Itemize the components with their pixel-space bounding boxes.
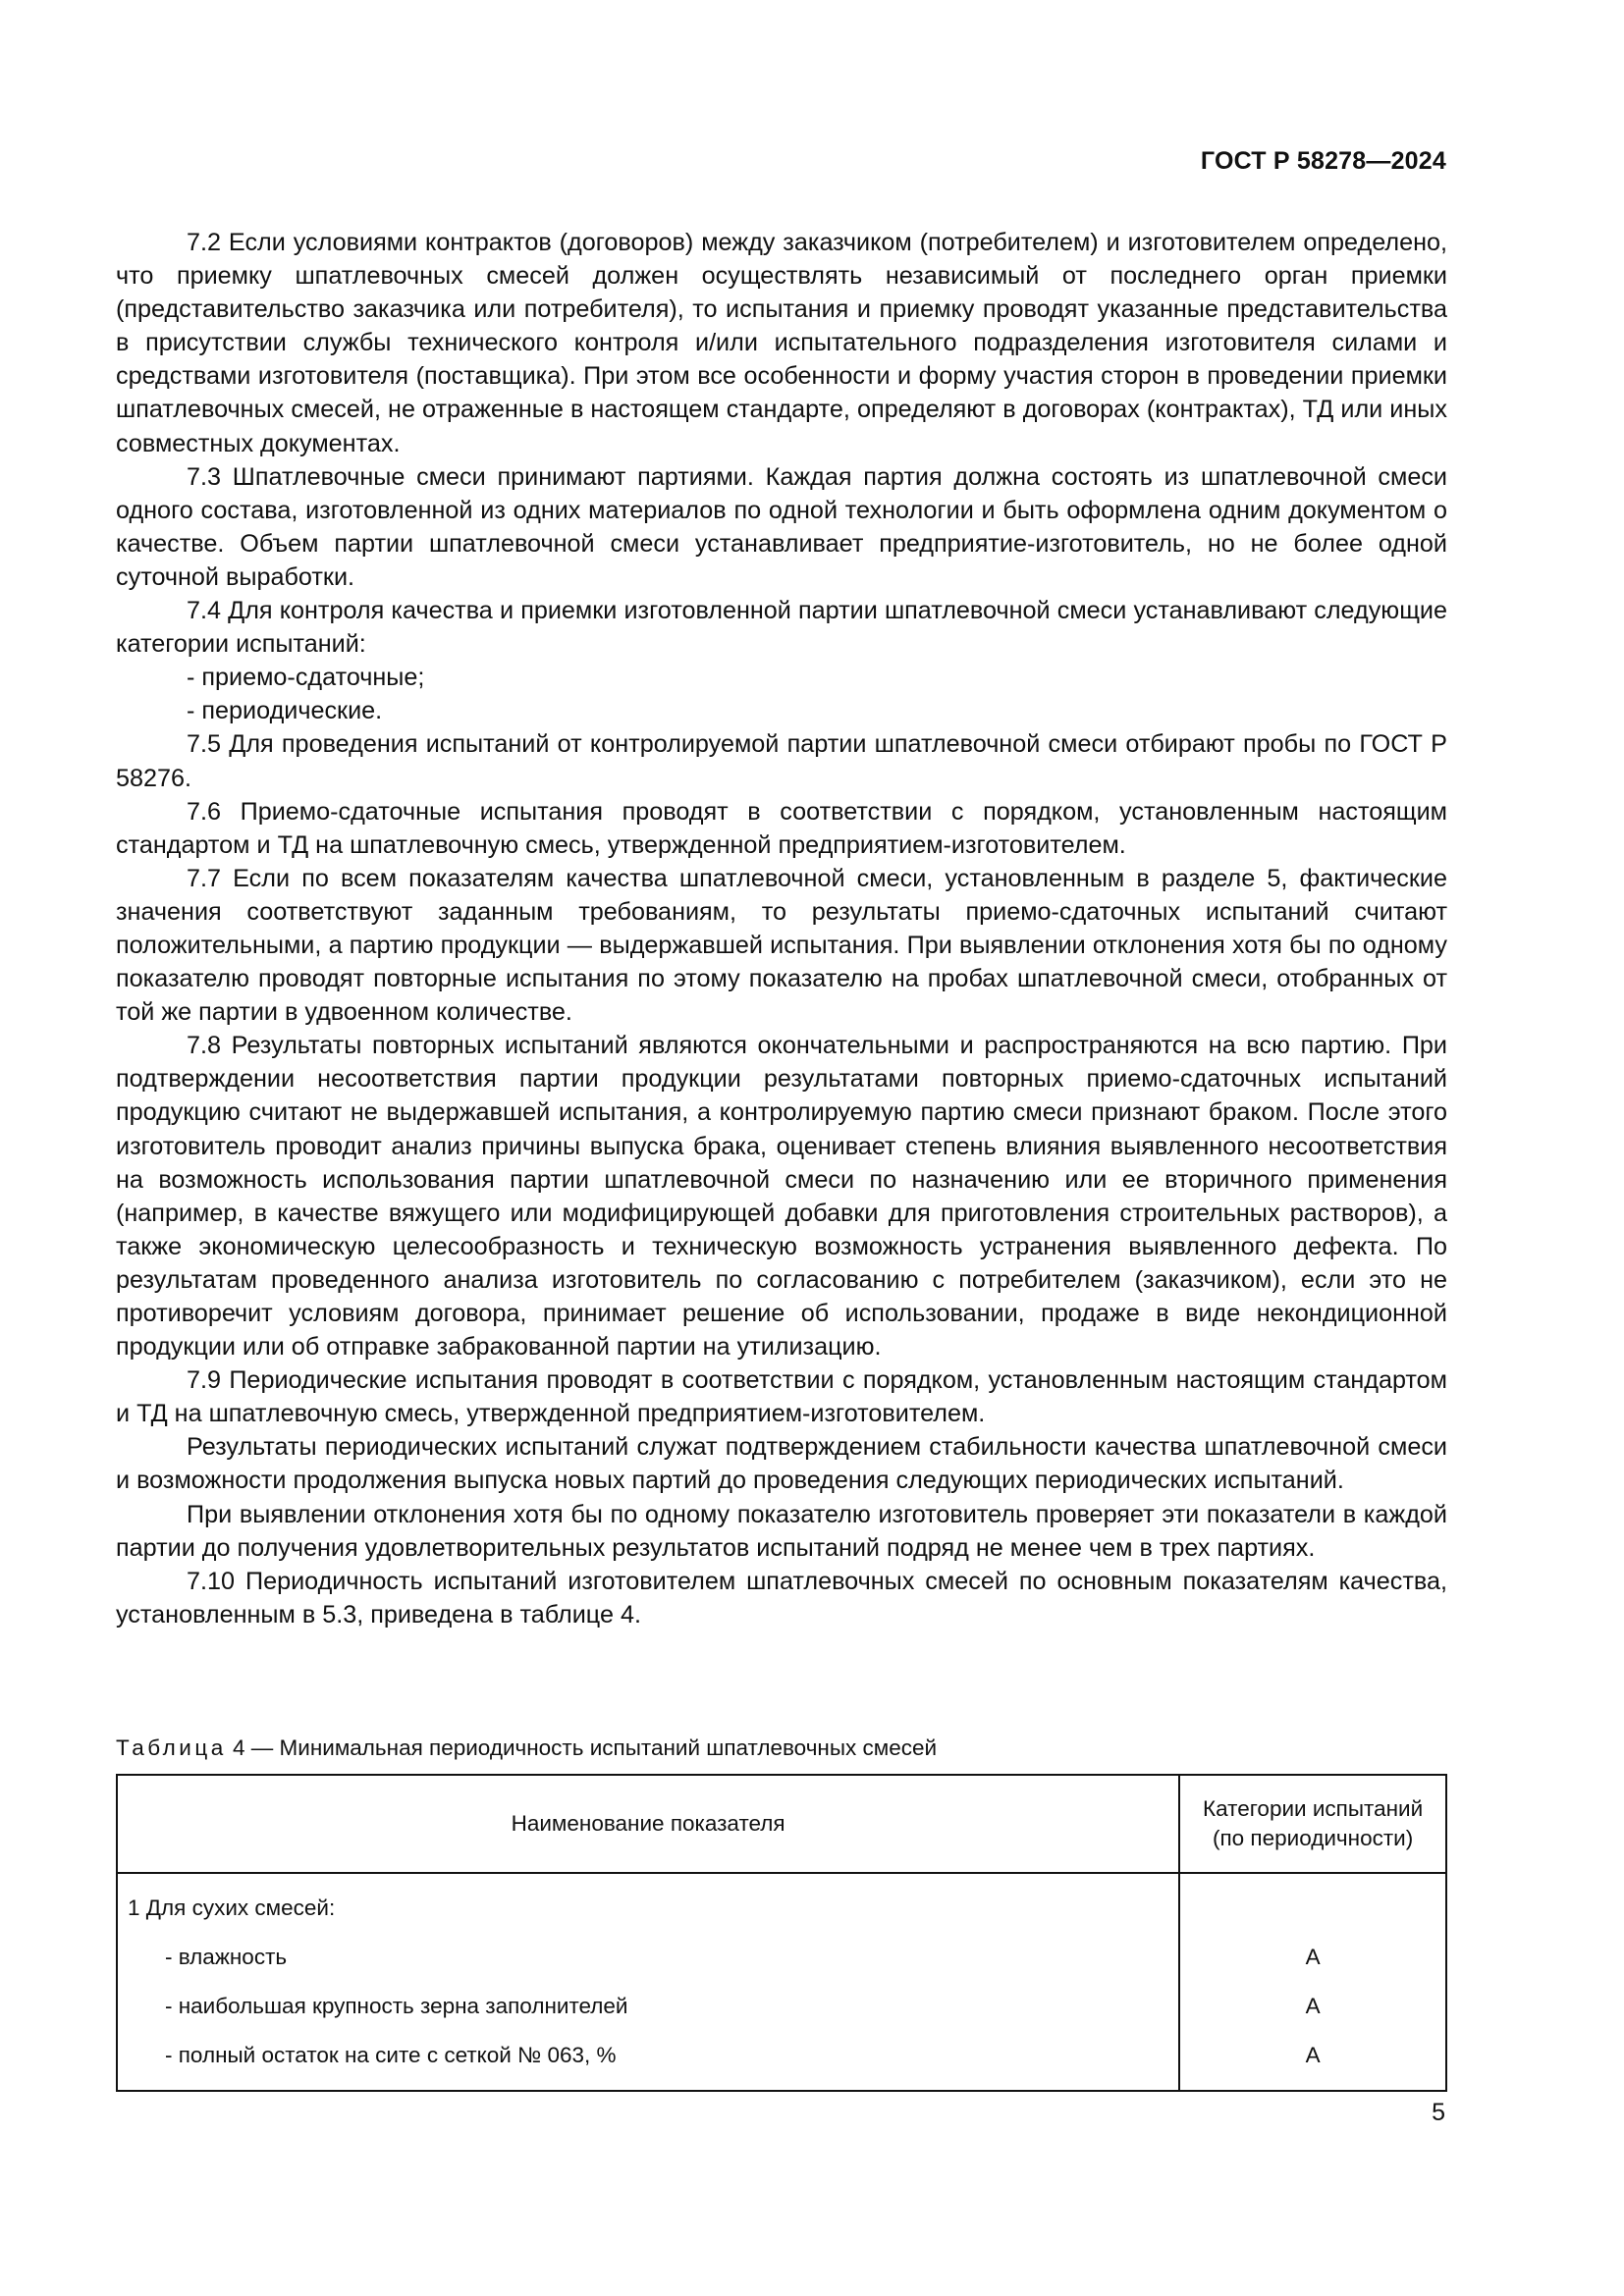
indicator-moisture: - влажность	[165, 1945, 288, 1969]
table-group-title: 1 Для сухих смесей:	[128, 1896, 336, 1920]
category-sieve-residue: А	[1305, 2043, 1321, 2067]
paragraph-7-8: 7.8 Результаты повторных испытаний являются окончательными и распространяются на всю партию. При подтверждении несоответствия партии продукции результатами повторных приемо-сдаточных испытаний продукцию считают не выдержавшей испытания, а контролируемую партию смеси признают браком. После этого изготовитель проводит анализ причины выпуска брака, оценивает степень влияния выявленного несоответствия на возможность использования партии шпатлевочной смеси по назначению или ее вторичного применения (например, в качестве вяжущего или модифицирующей добавки для приготовления строительных растворов), а также экономическую целесообразность и техническую возможность устранения выявленного дефекта. По результатам проведенного анализа изготовитель по согласованию с потребителем (заказчиком), если это не противоречит условиям договора, принимает решение об использовании, продаже в виде некондиционной продукции или об отправке забракованной партии на утилизацию.	[116, 1032, 1447, 1362]
document-standard-id: ГОСТ Р 58278—2024	[1200, 147, 1446, 175]
paragraph-7-4: 7.4 Для контроля качества и приемки изготовленной партии шпатлевочной смеси устанавливают следующие категории испытаний:	[116, 597, 1447, 659]
column-header-indicator: Наименование показателя	[117, 1775, 1179, 1873]
category-moisture: А	[1305, 1945, 1321, 1969]
body-text	[116, 226, 1447, 1631]
page-number: 5	[1432, 2099, 1445, 2126]
column-header-category-line2: (по периодичности)	[1212, 1826, 1414, 1850]
table-caption-label: Таблица	[116, 1735, 227, 1760]
table-body-row	[117, 1873, 1446, 2091]
indicator-names-cell	[117, 1873, 1179, 2091]
table-header-row	[117, 1775, 1446, 1873]
column-header-category-line1: Категории испытаний	[1203, 1796, 1424, 1821]
paragraph-7-5: 7.5 Для проведения испытаний от контролируемой партии шпатлевочной смеси отбирают пробы по ГОСТ Р 58276.	[116, 730, 1447, 792]
list-item-acceptance: - приемо-сдаточные;	[187, 664, 425, 692]
periodicity-table	[116, 1774, 1447, 2092]
category-grain-size: А	[1305, 1994, 1321, 2018]
paragraph-7-9-results: Результаты периодических испытаний служат подтверждением стабильности качества шпатлевочной смеси и возможности продолжения выпуска новых партий до проведения следующих периодических испытаний.	[116, 1433, 1447, 1495]
table-caption	[116, 1735, 937, 1761]
paragraph-7-3: 7.3 Шпатлевочные смеси принимают партиями. Каждая партия должна состоять из шпатлевочной смеси одного состава, изготовленной из одних материалов по одной технологии и быть оформлена одним документом о качестве. Объем партии шпатлевочной смеси устанавливает предприятие-изготовитель, но не более одной суточной выработки.	[116, 462, 1447, 591]
indicator-sieve-residue: - полный остаток на сите с сеткой № 063, %	[165, 2043, 617, 2067]
category-empty	[1180, 1884, 1445, 1933]
paragraph-7-2: 7.2 Если условиями контрактов (договоров) между заказчиком (потребителем) и изготовителем определено, что приемку шпатлевочных смесей должен осуществлять независимый от последнего орган приемки (представительство заказчика или потребителя), то испытания и приемку проводят указанные представительства в присутствии службы технического контроля и/или испытательного подразделения изготовителя силами и средствами изготовителя (поставщика). При этом все особенности и форму участия сторон в проведении приемки шпатлевочных смесей, не отраженные в настоящем стандарте, определяют в договорах (контрактах), ТД или иных совместных документах.	[116, 229, 1447, 457]
paragraph-7-6: 7.6 Приемо-сдаточные испытания проводят в соответствии с порядком, установленным настоящим стандартом и ТД на шпатлевочную смесь, утвержденной предприятием-изготовителем.	[116, 797, 1447, 859]
paragraph-7-9-deviation: При выявлении отклонения хотя бы по одному показателю изготовитель проверяет эти показатели в каждой партии до получения удовлетворительных результатов испытаний подряд не менее чем в трех партиях.	[116, 1500, 1447, 1562]
category-values-cell	[1179, 1873, 1446, 2091]
paragraph-7-10: 7.10 Периодичность испытаний изготовителем шпатлевочных смесей по основным показателям качества, установленным в 5.3, приведена в таблице 4.	[116, 1567, 1447, 1629]
indicator-grain-size: - наибольшая крупность зерна заполнителей	[165, 1994, 628, 2018]
table-caption-text: 4 — Минимальная периодичность испытаний шпатлевочных смесей	[233, 1735, 938, 1760]
paragraph-7-7: 7.7 Если по всем показателям качества шпатлевочной смеси, установленным в разделе 5, фактические значения соответствуют заданным требованиям, то результаты приемо-сдаточных испытаний считают положительными, а партию продукции — выдержавшей испытания. При выявлении отклонения хотя бы по одному показателю проводят повторные испытания по этому показателю на пробах шпатлевочной смеси, отобранных от той же партии в удвоенном количестве.	[116, 864, 1447, 1027]
list-item-periodic: - периодические.	[187, 697, 383, 725]
paragraph-7-9: 7.9 Периодические испытания проводят в соответствии с порядком, установленным настоящим стандартом и ТД на шпатлевочную смесь, утвержденной предприятием-изготовителем.	[116, 1366, 1447, 1428]
column-header-category	[1179, 1775, 1446, 1873]
